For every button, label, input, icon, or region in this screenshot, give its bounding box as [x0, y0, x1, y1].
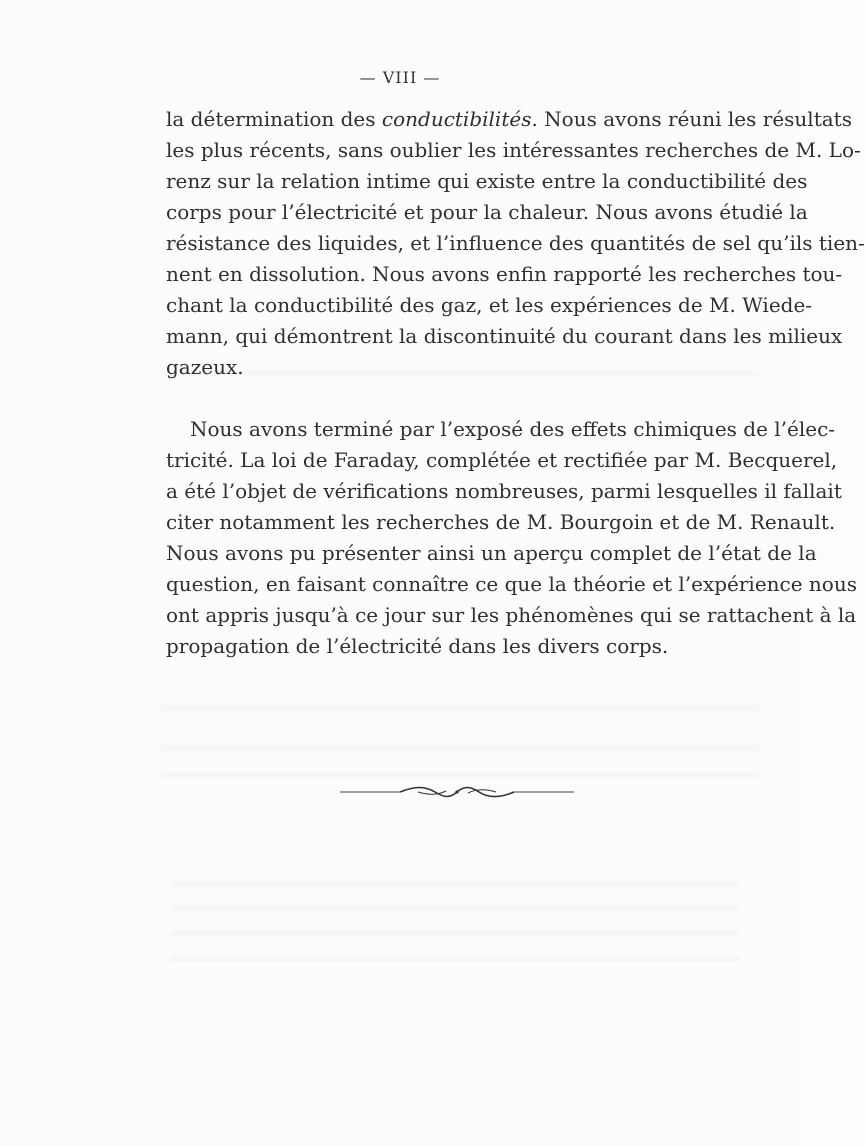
text-line: mann, qui démontrent la discontinuité du courant dans les milieux — [166, 324, 843, 348]
text-line: corps pour l’électricité et pour la chaleur. Nous avons étudié la — [166, 200, 808, 224]
text-segment: . Nous avons réuni les résultats — [531, 107, 852, 131]
text-line: question, en faisant connaître ce que la théorie et l’expérience nous — [166, 572, 857, 596]
bleed-through — [170, 905, 740, 912]
text-line: ont appris jusqu’à ce jour sur les phénomènes qui se rattachent à la — [166, 603, 857, 627]
decorative-rule-icon — [340, 782, 574, 802]
paragraph-2 — [166, 414, 857, 662]
text-line: les plus récents, sans oublier les intéressantes recherches de M. Lo- — [166, 138, 861, 162]
text-line: nent en dissolution. Nous avons enfin rapporté les recherches tou- — [166, 262, 843, 286]
bleed-through — [160, 745, 760, 752]
page-number: — VIII — — [359, 68, 441, 87]
text-line: renz sur la relation intime qui existe entre la conductibilité des — [166, 169, 808, 193]
text-line: Nous avons terminé par l’exposé des effets chimiques de l’élec- — [190, 417, 836, 441]
italic-term: conductibilités — [381, 107, 532, 131]
text-line — [166, 104, 852, 135]
bleed-through — [170, 930, 740, 937]
text-line: propagation de l’électricité dans les divers corps. — [166, 634, 669, 658]
text-line: citer notamment les recherches de M. Bourgoin et de M. Renault. — [166, 510, 836, 534]
text-segment: la détermination des — [166, 107, 382, 131]
bleed-through — [160, 772, 760, 779]
text-line: gazeux. — [166, 355, 244, 379]
text-line: Nous avons pu présenter ainsi un aperçu complet de l’état de la — [166, 541, 817, 565]
bleed-through — [170, 955, 740, 962]
bleed-through — [160, 705, 760, 712]
text-line: tricité. La loi de Faraday, complétée et rectifiée par M. Becquerel, — [166, 448, 838, 472]
text-line: résistance des liquides, et l’influence des quantités de sel qu’ils tien- — [166, 231, 865, 255]
paragraph-1 — [166, 104, 865, 383]
text-line: chant la conductibilité des gaz, et les expériences de M. Wiede- — [166, 293, 813, 317]
bleed-through — [170, 880, 740, 887]
text-line: a été l’objet de vérifications nombreuses, parmi lesquelles il fallait — [166, 479, 842, 503]
